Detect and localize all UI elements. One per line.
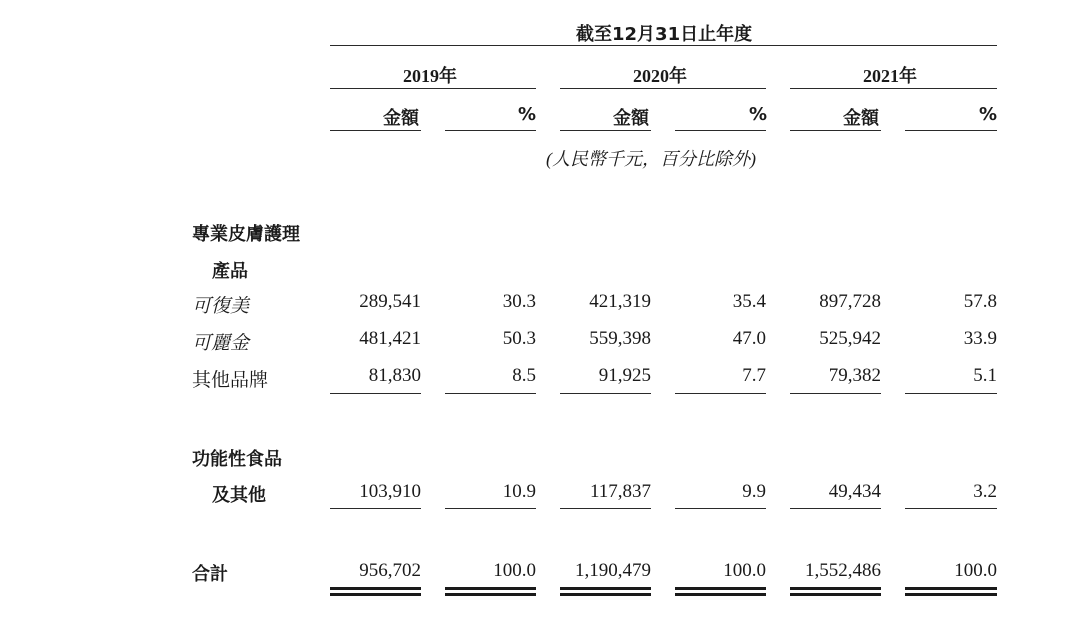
rule-col-5 [790,130,881,131]
rule-section2 [790,508,881,509]
total-cell: 100.0 [493,560,536,581]
year-2021: 2021年 [863,66,917,86]
cell: 103,910 [359,481,421,502]
cell: 5.1 [973,365,997,386]
cell: 9.9 [742,481,766,502]
cell: 117,837 [589,481,651,502]
total-cell: 100.0 [723,560,766,581]
cell: 81,830 [368,365,421,386]
rule-section2 [905,508,997,509]
col-percent-2021: % [979,104,998,125]
rule-year-2019 [330,88,536,89]
col-amount-2021: 金額 [843,108,879,129]
row-label-kefumei: 可復美 [192,296,250,317]
rule-subtotal [675,393,766,394]
year-2019: 2019年 [403,66,457,86]
rule-col-3 [560,130,651,131]
total-cell: 100.0 [954,560,997,581]
cell: 8.5 [512,365,536,386]
cell: 49,434 [828,481,881,502]
rule-year-2021 [790,88,997,89]
section-title-skincare: 專業皮膚護理 [192,224,300,245]
cell: 47.0 [732,328,766,349]
rule-subtotal [445,393,536,394]
cell: 35.4 [732,291,766,312]
cell: 3.2 [973,481,997,502]
double-rule [330,593,421,599]
row-label-kelijin: 可麗金 [192,333,250,354]
double-rule [445,593,536,599]
total-cell: 1,190,479 [575,560,651,581]
rule-subtotal [790,393,881,394]
rule-col-4 [675,130,766,131]
cell: 7.7 [742,365,766,386]
cell: 559,398 [589,328,651,349]
rule-col-2 [445,130,536,131]
period-header: 截至12月31日止年度 [576,24,753,45]
double-rule [790,593,881,599]
section-title-skincare-line2: 產品 [212,261,248,282]
cell: 289,541 [359,291,421,312]
rule-section2 [675,508,766,509]
cell: 91,925 [598,365,651,386]
total-cell: 1,552,486 [805,560,881,581]
rule-subtotal [330,393,421,394]
col-percent-2019: % [518,104,537,125]
col-percent-2020: % [749,104,768,125]
cell: 30.3 [502,291,536,312]
col-amount-2020: 金額 [613,108,649,129]
cell: 50.3 [502,328,536,349]
cell: 57.8 [963,291,997,312]
rule-period [330,45,997,46]
double-rule [560,593,651,599]
double-rule [905,593,997,599]
rule-year-2020 [560,88,766,89]
cell: 481,421 [359,328,421,349]
double-rule [675,593,766,599]
cell: 525,942 [819,328,881,349]
total-label: 合計 [192,564,228,585]
section-title-functional-food: 功能性食品 [192,449,282,470]
rule-section2 [560,508,651,509]
rule-col-1 [330,130,421,131]
cell: 421,319 [589,291,651,312]
cell: 79,382 [828,365,881,386]
cell: 33.9 [963,328,997,349]
rule-section2 [445,508,536,509]
section-title-functional-food-line2: 及其他 [212,485,266,506]
total-cell: 956,702 [359,560,421,581]
cell: 897,728 [819,291,881,312]
year-2020: 2020年 [633,66,687,86]
col-amount-2019: 金額 [383,108,419,129]
cell: 10.9 [502,481,536,502]
rule-subtotal [560,393,651,394]
rule-col-6 [905,130,997,131]
unit-note: (人民幣千元，百分比除外) [546,149,756,169]
rule-subtotal [905,393,997,394]
rule-section2 [330,508,421,509]
row-label-other-brands: 其他品牌 [192,370,269,391]
